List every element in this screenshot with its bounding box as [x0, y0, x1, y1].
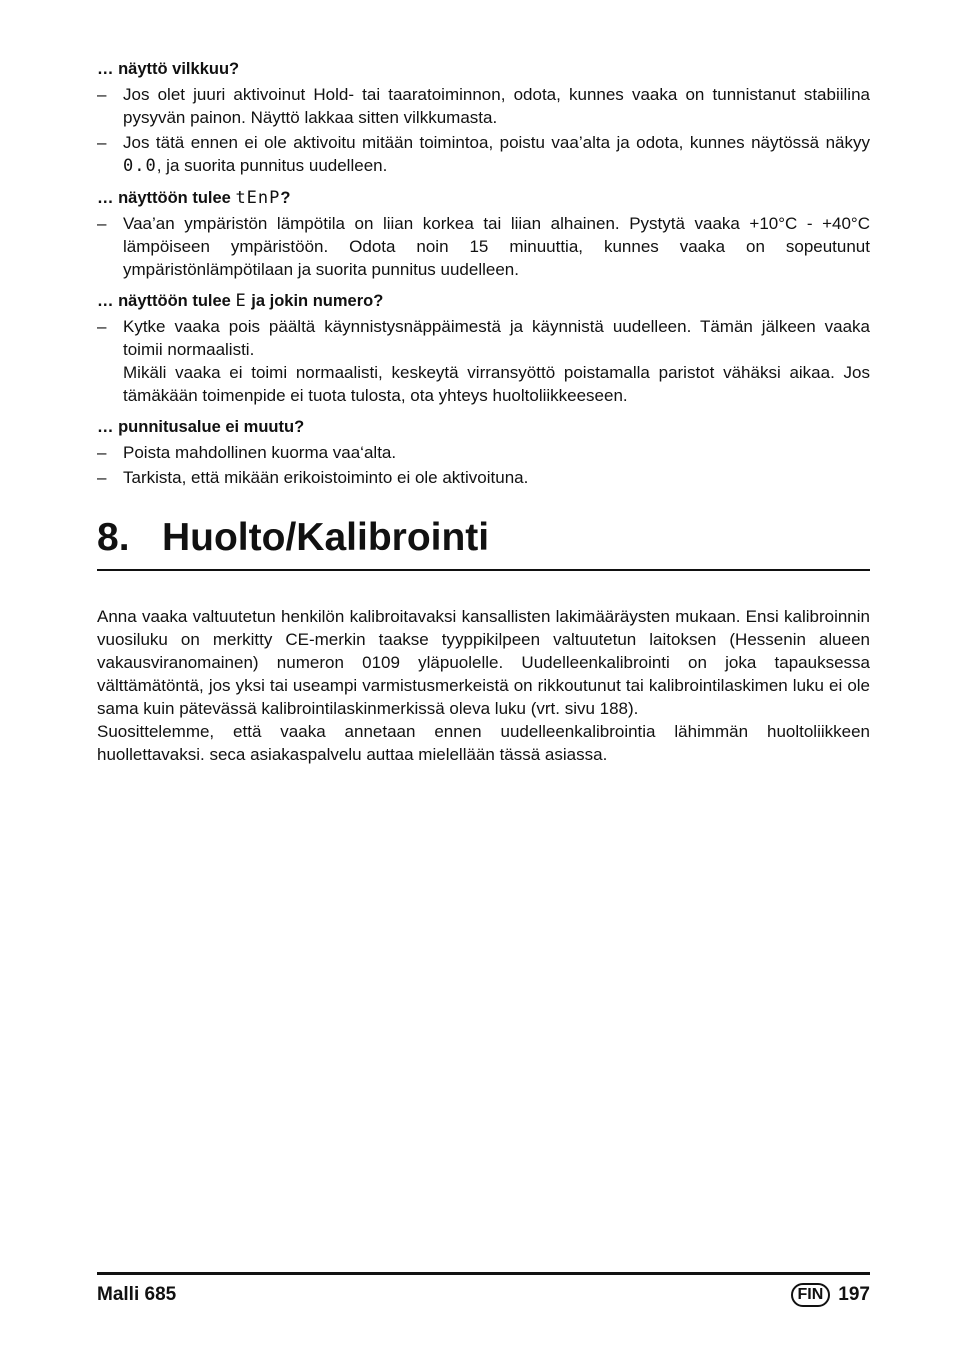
dash-bullet: – [97, 317, 107, 336]
list-item-text [123, 315, 870, 407]
section-temp-display [97, 187, 870, 281]
footer-model: Malli 685 [97, 1284, 177, 1305]
dash-bullet: – [97, 133, 107, 152]
chapter-number: 8. [97, 516, 130, 559]
page-content [97, 58, 870, 766]
chapter-heading [97, 515, 870, 571]
section-display-flashing [97, 58, 870, 178]
list-item [97, 315, 870, 407]
list-item-continuation: Mikäli vaaka ei toimi normaalisti, keskeytä virransyöttö poistamalla paristot vähäksi aikaa. Jos tämäkään toimenpide ei tuota tulosta, ota yhteys huoltoliikkeeseen. [123, 363, 870, 405]
lcd-display-symbol: E [235, 291, 247, 311]
question-heading [97, 187, 870, 210]
chapter-title: Huolto/Kalibrointi [162, 516, 490, 559]
chapter-body [97, 605, 870, 766]
heading-text-end: ja jokin numero? [251, 292, 384, 310]
list-item-text-part: Kytke vaaka pois päältä käynnistysnäppäimestä ja käynnistä uudelleen. Tämän jälkeen vaaka toimii normaalisti. [123, 317, 870, 359]
list-item-text-start: Jos tätä ennen ei ole aktivoitu mitään toimintoa, poistu vaa’alta ja odota, kunnes näytössä näkyy [123, 133, 870, 152]
lcd-display-symbol: tEnP [235, 188, 281, 208]
dash-bullet: – [97, 214, 107, 233]
list-item-text: Jos olet juuri aktivoinut Hold- tai taaratoiminnon, odota, kunnes vaaka on tunnistanut stabiilina pysyvän painon. Näyttö lakkaa sitten vilkkumasta. [123, 85, 870, 127]
question-heading: … punnitusalue ei muutu? [97, 418, 305, 436]
body-paragraph: Anna vaaka valtuutetun henkilön kalibroitavaksi kansallisten lakimääräysten mukaan. Ensi kalibroinnin vuosiluku on merkitty CE-merkin taakse tyyppikilpeen valtuutetun laitoksen (Hessenin alueen vakausviranomainen) numeron 0109 yläpuolelle. Uudelleenkalibrointi on joka tapauksessa välttämätöntä, jos yksi tai useampi varmistusmerkeistä on rikkoutunut tai kalibrointilaskimen luku ei ole sama kuin pätevässä kalibrointilaskinmerkissä oleva luku (vrt. sivu 188). [97, 607, 870, 718]
list-item [97, 466, 870, 489]
dash-bullet: – [97, 468, 107, 487]
list-item-text [123, 131, 870, 178]
question-heading: … näyttö vilkkuu? [97, 60, 240, 78]
list-item [97, 212, 870, 281]
list-item [97, 441, 870, 464]
list-item-text: Vaa’an ympäristön lämpötila on liian korkea tai liian alhainen. Pystytä vaaka +10°C - +40°C lämpöiseen ympäristöön. Odota noin 15 minuuttia, kunnes vaaka on sopeutunut ympäristönlämpötilaan ja suorita punnitus uudelleen. [123, 214, 870, 279]
lcd-display-symbol: 0.0 [123, 156, 157, 176]
heading-text: … näyttöön tulee [97, 189, 231, 207]
language-badge: FIN [791, 1283, 831, 1307]
section-range-unchanged [97, 416, 870, 489]
list-item-text: Poista mahdollinen kuorma vaa‘alta. [123, 443, 397, 462]
body-paragraph: Suosittelemme, että vaaka annetaan ennen uudelleenkalibrointia lähimmän huoltoliikkeen huollettavaksi. seca asiakaspalvelu auttaa mielellään tässä asiassa. [97, 722, 870, 764]
list-item [97, 131, 870, 178]
heading-text: … näyttöön tulee [97, 292, 231, 310]
page-number: 197 [838, 1284, 870, 1305]
question-heading [97, 290, 870, 313]
page-footer [97, 1272, 870, 1307]
dash-bullet: – [97, 85, 107, 104]
list-item [97, 83, 870, 129]
list-item-text: Tarkista, että mikään erikoistoiminto ei ole aktivoituna. [123, 468, 529, 487]
heading-text-end: ? [280, 189, 291, 207]
dash-bullet: – [97, 443, 107, 462]
section-error-code [97, 290, 870, 407]
list-item-text-end: , ja suorita punnitus uudelleen. [156, 156, 388, 175]
footer-right [791, 1283, 870, 1307]
